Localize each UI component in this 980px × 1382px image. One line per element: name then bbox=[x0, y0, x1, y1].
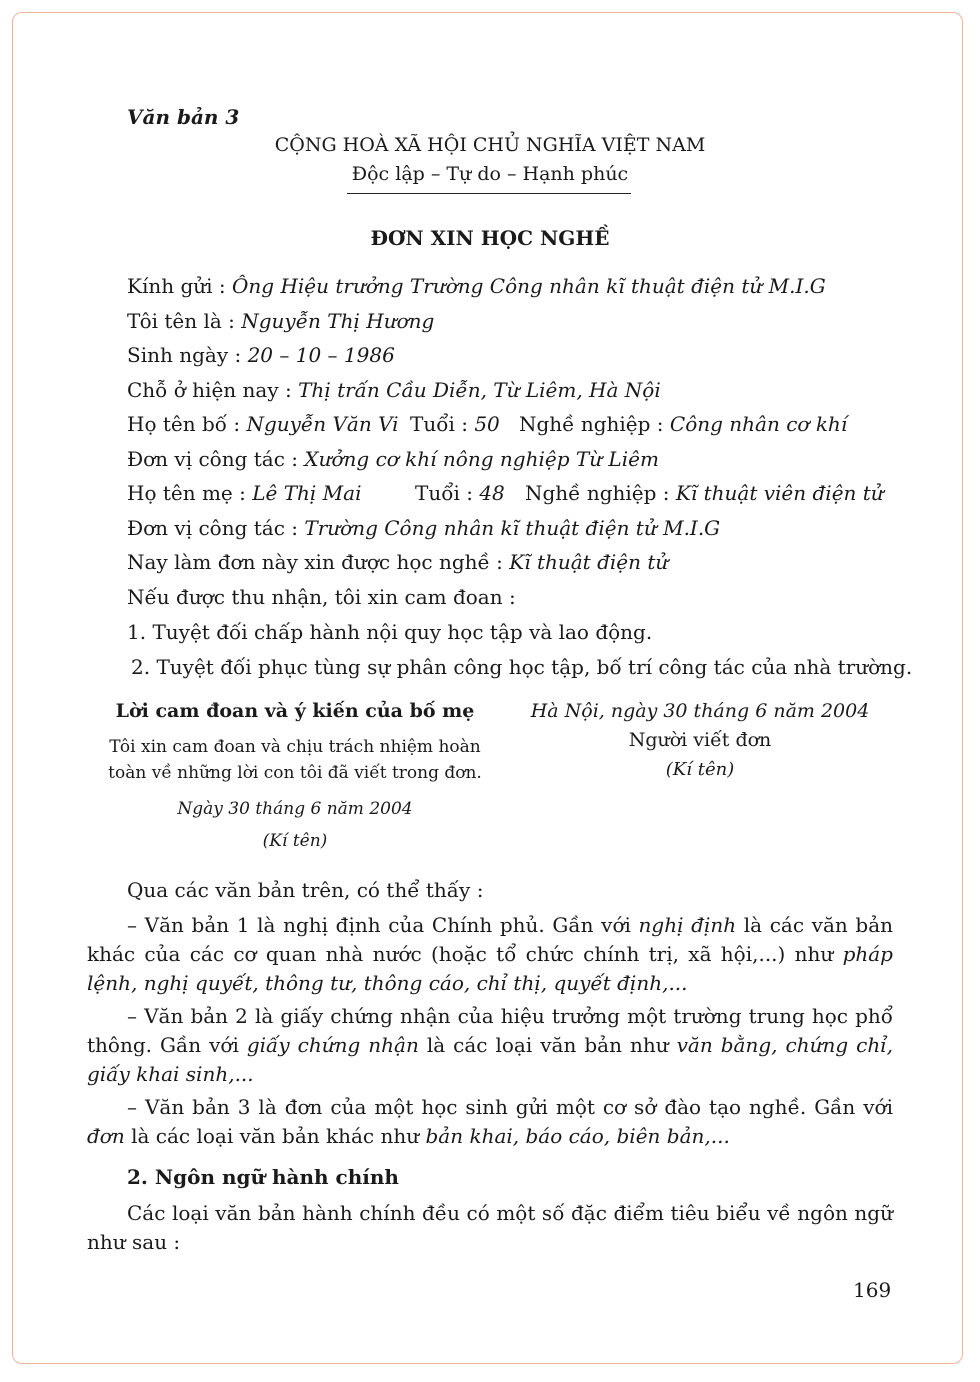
p2-text-d: văn bằng, chứng chỉ, giấy khai sinh,... bbox=[87, 1033, 893, 1086]
field-father-name bbox=[127, 412, 399, 436]
field-mother-job bbox=[525, 481, 884, 505]
field-mother-age bbox=[415, 481, 505, 505]
recipient-value: Ông Hiệu trưởng Trường Công nhân kĩ thuật điện tử M.I.G bbox=[232, 274, 826, 298]
body-paragraph-2 bbox=[87, 1002, 893, 1089]
page-frame bbox=[12, 12, 963, 1364]
p3-text-c: là các loại văn bản khác như bbox=[124, 1124, 426, 1148]
mother-value: Lê Thị Mai bbox=[252, 481, 362, 505]
name-value: Nguyễn Thị Hương bbox=[241, 309, 435, 333]
father-work-value: Xưởng cơ khí nông nghiệp Từ Liêm bbox=[304, 447, 659, 471]
father-value: Nguyễn Văn Vi bbox=[246, 412, 399, 436]
nation-heading: CỘNG HOÀ XÃ HỘI CHỦ NGHĨA VIỆT NAM bbox=[274, 134, 706, 156]
parents-signature: (Kí tên) bbox=[262, 831, 328, 851]
mother-job-label: Nghề nghiệp : bbox=[525, 481, 676, 505]
pledge-intro: Nếu được thu nhận, tôi xin cam đoan : bbox=[127, 585, 516, 609]
address-label: Chỗ ở hiện nay : bbox=[127, 378, 299, 402]
writer-date: Hà Nội, ngày 30 tháng 6 năm 2004 bbox=[530, 700, 870, 722]
pledge-item-2: 2. Tuyệt đối phục tùng sự phân công học tập, bố trí công tác của nhà trường. bbox=[131, 655, 913, 679]
pledge-item-1: 1. Tuyệt đối chấp hành nội quy học tập và lao động. bbox=[127, 620, 653, 644]
mother-work-value: Trường Công nhân kĩ thuật điện tử M.I.G bbox=[304, 516, 721, 540]
mother-work-label: Đơn vị công tác : bbox=[127, 516, 305, 540]
name-label: Tôi tên là : bbox=[127, 309, 242, 333]
field-request bbox=[127, 550, 668, 574]
p3-text-b: đơn bbox=[87, 1124, 125, 1148]
mother-label: Họ tên mẹ : bbox=[127, 481, 253, 505]
mother-age-value: 48 bbox=[479, 481, 505, 505]
field-father-work bbox=[127, 447, 659, 471]
page-number: 169 bbox=[853, 1278, 892, 1302]
parents-statement-line-2: toàn về những lời con tôi đã viết trong đơn. bbox=[108, 763, 482, 783]
dob-label: Sinh ngày : bbox=[127, 343, 248, 367]
father-job-value: Công nhân cơ khí bbox=[669, 412, 848, 436]
p2-text-a: – Văn bản 2 là giấy chứng nhận của hiệu trưởng một trường trung học phổ thông. Gần với bbox=[87, 1004, 893, 1057]
form-title: ĐƠN XIN HỌC NGHỀ bbox=[370, 226, 610, 250]
motto-underline bbox=[347, 193, 631, 194]
writer-title: Người viết đơn bbox=[628, 729, 772, 751]
parents-statement-line-1: Tôi xin cam đoan và chịu trách nhiệm hoàn bbox=[109, 737, 481, 757]
body-intro: Qua các văn bản trên, có thể thấy : bbox=[127, 878, 484, 902]
section-paragraph: Các loại văn bản hành chính đều có một số đặc điểm tiêu biểu về ngôn ngữ như sau : bbox=[87, 1201, 893, 1254]
body-paragraph-1 bbox=[87, 911, 893, 998]
p3-text-d: bản khai, báo cáo, biên bản,... bbox=[425, 1124, 730, 1148]
father-job-label: Nghề nghiệp : bbox=[519, 412, 670, 436]
field-address bbox=[127, 378, 661, 402]
father-label: Họ tên bố : bbox=[127, 412, 247, 436]
field-mother-work bbox=[127, 516, 720, 540]
dob-value: 20 – 10 – 1986 bbox=[247, 343, 395, 367]
father-age-label: Tuổi : bbox=[410, 412, 475, 436]
field-mother-name bbox=[127, 481, 361, 505]
request-label: Nay làm đơn này xin được học nghề : bbox=[127, 550, 510, 574]
field-name bbox=[127, 309, 434, 333]
father-work-label: Đơn vị công tác : bbox=[127, 447, 305, 471]
p2-text-b: giấy chứng nhận bbox=[246, 1033, 419, 1057]
p3-text-a: – Văn bản 3 là đơn của một học sinh gửi một cơ sở đào tạo nghề. Gần với bbox=[127, 1095, 893, 1119]
field-recipient bbox=[127, 274, 826, 298]
motto: Độc lập – Tự do – Hạnh phúc bbox=[351, 163, 629, 185]
mother-age-label: Tuổi : bbox=[415, 481, 480, 505]
parents-date: Ngày 30 tháng 6 năm 2004 bbox=[177, 799, 413, 819]
field-father-job bbox=[519, 412, 847, 436]
address-value: Thị trấn Cầu Diễn, Từ Liêm, Hà Nội bbox=[298, 378, 661, 402]
p1-text-b: nghị định bbox=[638, 913, 737, 937]
p1-text-c: là các văn bản khác của các cơ quan nhà nước (hoặc tổ chức chính trị, xã hội,...) như bbox=[87, 913, 893, 966]
field-dob bbox=[127, 343, 395, 367]
p1-text-a: – Văn bản 1 là nghị định của Chính phủ. Gần với bbox=[127, 913, 639, 937]
text-label: Văn bản 3 bbox=[127, 105, 240, 129]
body-paragraph-3 bbox=[87, 1093, 893, 1151]
p2-text-c: là các loại văn bản như bbox=[418, 1033, 677, 1057]
mother-job-value: Kĩ thuật viên điện tử bbox=[675, 481, 884, 505]
field-father-age bbox=[410, 412, 500, 436]
parents-heading: Lời cam đoan và ý kiến của bố mẹ bbox=[115, 700, 475, 722]
request-value: Kĩ thuật điện tử bbox=[509, 550, 669, 574]
p1-text-d: pháp lệnh, nghị quyết, thông tư, thông cáo, chỉ thị, quyết định,... bbox=[87, 942, 893, 995]
recipient-label: Kính gửi : bbox=[127, 274, 232, 298]
writer-signature: (Kí tên) bbox=[665, 759, 735, 780]
section-heading: 2. Ngôn ngữ hành chính bbox=[127, 1165, 399, 1189]
father-age-value: 50 bbox=[474, 412, 500, 436]
